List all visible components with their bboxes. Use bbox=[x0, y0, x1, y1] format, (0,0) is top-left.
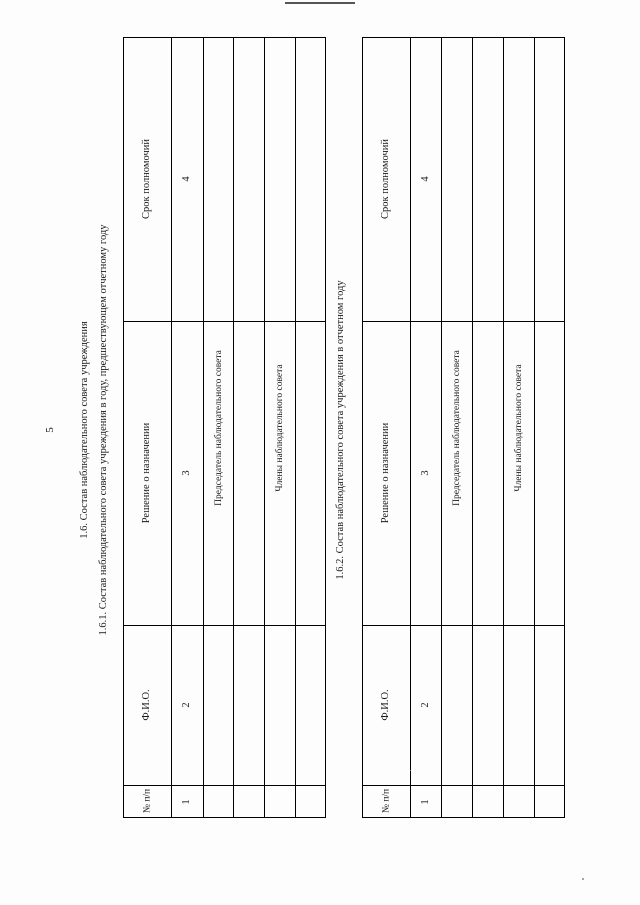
table1-header-fio: Ф.И.О. bbox=[141, 689, 152, 721]
table2-caption: 1.6.2. Состав наблюдательного совета учреждения в отчетном году bbox=[335, 280, 346, 580]
table1-num-4: 4 bbox=[181, 176, 192, 182]
table2-num-1: 1 bbox=[420, 799, 431, 805]
table2-members-label: Члены наблюдательного совета bbox=[514, 364, 524, 492]
page-top-mark bbox=[285, 2, 355, 4]
table2-header-fio: Ф.И.О. bbox=[380, 689, 391, 721]
table2-num-4: 4 bbox=[420, 176, 431, 182]
table2-header-number: № п/п bbox=[381, 788, 392, 814]
table1-num-2: 2 bbox=[181, 702, 192, 708]
table1-num-3: 3 bbox=[181, 470, 192, 476]
scan-speck bbox=[410, 770, 411, 771]
section-title: 1.6. Состав наблюдательного совета учреждения bbox=[79, 321, 90, 539]
page-number: 5 bbox=[44, 427, 56, 433]
table1-caption: 1.6.1. Состав наблюдательного совета учреждения в году, предшествующем отчетному году bbox=[98, 224, 109, 636]
table2-chair-label: Председатель наблюдательного совета bbox=[452, 350, 462, 506]
table1-header-decision: Решение о назначении bbox=[141, 422, 152, 524]
scan-speck bbox=[582, 878, 584, 880]
table1-num-1: 1 bbox=[181, 799, 192, 805]
table1-header-term: Срок полномочий bbox=[141, 139, 152, 220]
table1-header-number: № п/п bbox=[142, 788, 153, 814]
table2-num-3: 3 bbox=[420, 470, 431, 476]
table2-header-decision: Решение о назначении bbox=[380, 422, 391, 524]
table2-num-2: 2 bbox=[420, 702, 431, 708]
table1-chair-label: Председатель наблюдательного совета bbox=[214, 350, 224, 506]
table1-members-label: Члены наблюдательного совета bbox=[275, 364, 285, 492]
table2-header-term: Срок полномочий bbox=[380, 139, 391, 220]
